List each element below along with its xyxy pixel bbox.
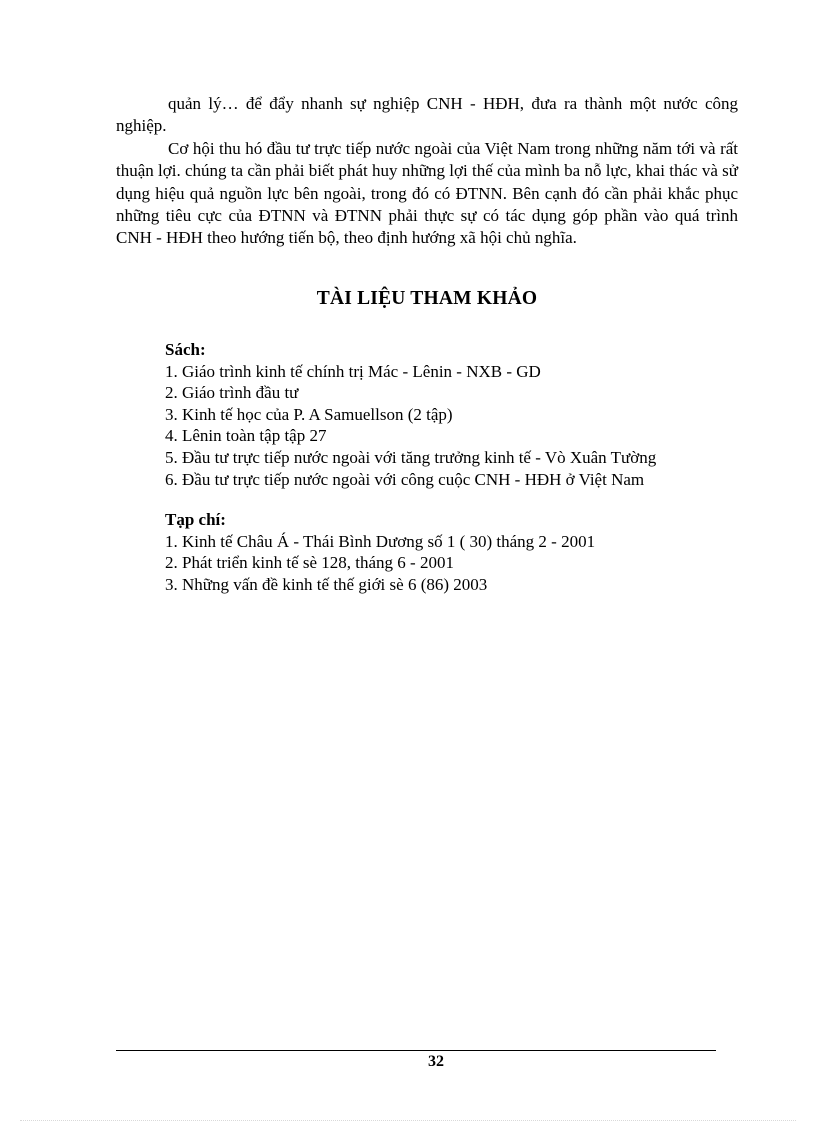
journals-list [165, 531, 765, 596]
body-text [116, 93, 738, 250]
journals-heading: Tạp chí: [165, 510, 226, 529]
books-heading: Sách: [165, 340, 206, 359]
journal-item: 2. Phát triển kinh tế sè 128, tháng 6 - 2001 [165, 553, 454, 573]
book-item: 2. Giáo trình đầu tư [165, 383, 299, 403]
book-item: 6. Đầu tư trực tiếp nước ngoài với công cuộc CNH - HĐH ở Việt Nam [165, 469, 645, 489]
paragraph-conclusion: Cơ hội thu hó đầu tư trực tiếp nước ngoài của Việt Nam trong những năm tới và rất thuận lợi. chúng ta cần phải biết phát huy những lợi thế của mình ba nỗ lực, khai thác và sử dụng hiệu quả nguồn lực bên ngoài, trong đó có ĐTNN. Bên cạnh đó cần phải khắc phục những tiêu cực của ĐTNN và ĐTNN phải thực sự có tác dụng góp phần vào quá trình CNH - HĐH theo hướng tiến bộ, theo định hướng xã hội chủ nghĩa. [116, 138, 738, 248]
books-list [165, 361, 765, 491]
references-title: TÀI LIỆU THAM KHẢO [316, 288, 538, 309]
journal-item: 3. Những vấn đề kinh tế thế giới sè 6 (86) 2003 [165, 574, 488, 594]
book-item: 3. Kinh tế học của P. A Samuellson (2 tập) [165, 404, 453, 424]
book-item: 5. Đầu tư trực tiếp nước ngoài với tăng trưởng kinh tế - Vò Xuân Tường [165, 447, 657, 467]
journals-section [165, 509, 765, 595]
page-number: 32 [428, 1053, 444, 1070]
book-item: 4. Lênin toàn tập tập 27 [165, 426, 327, 446]
footer-rule [116, 1050, 716, 1051]
paragraph-continuation: quản lý… để đẩy nhanh sự nghiệp CNH - HĐH, đưa ra thành một nước công nghiệp. [116, 94, 738, 136]
journal-item: 1. Kinh tế Châu Á - Thái Bình Dương số 1 ( 30) tháng 2 - 2001 [165, 531, 596, 551]
book-item: 1. Giáo trình kinh tế chính trị Mác - Lênin - NXB - GD [165, 361, 541, 381]
page-edge-divider [20, 1120, 796, 1121]
books-section [165, 339, 765, 490]
